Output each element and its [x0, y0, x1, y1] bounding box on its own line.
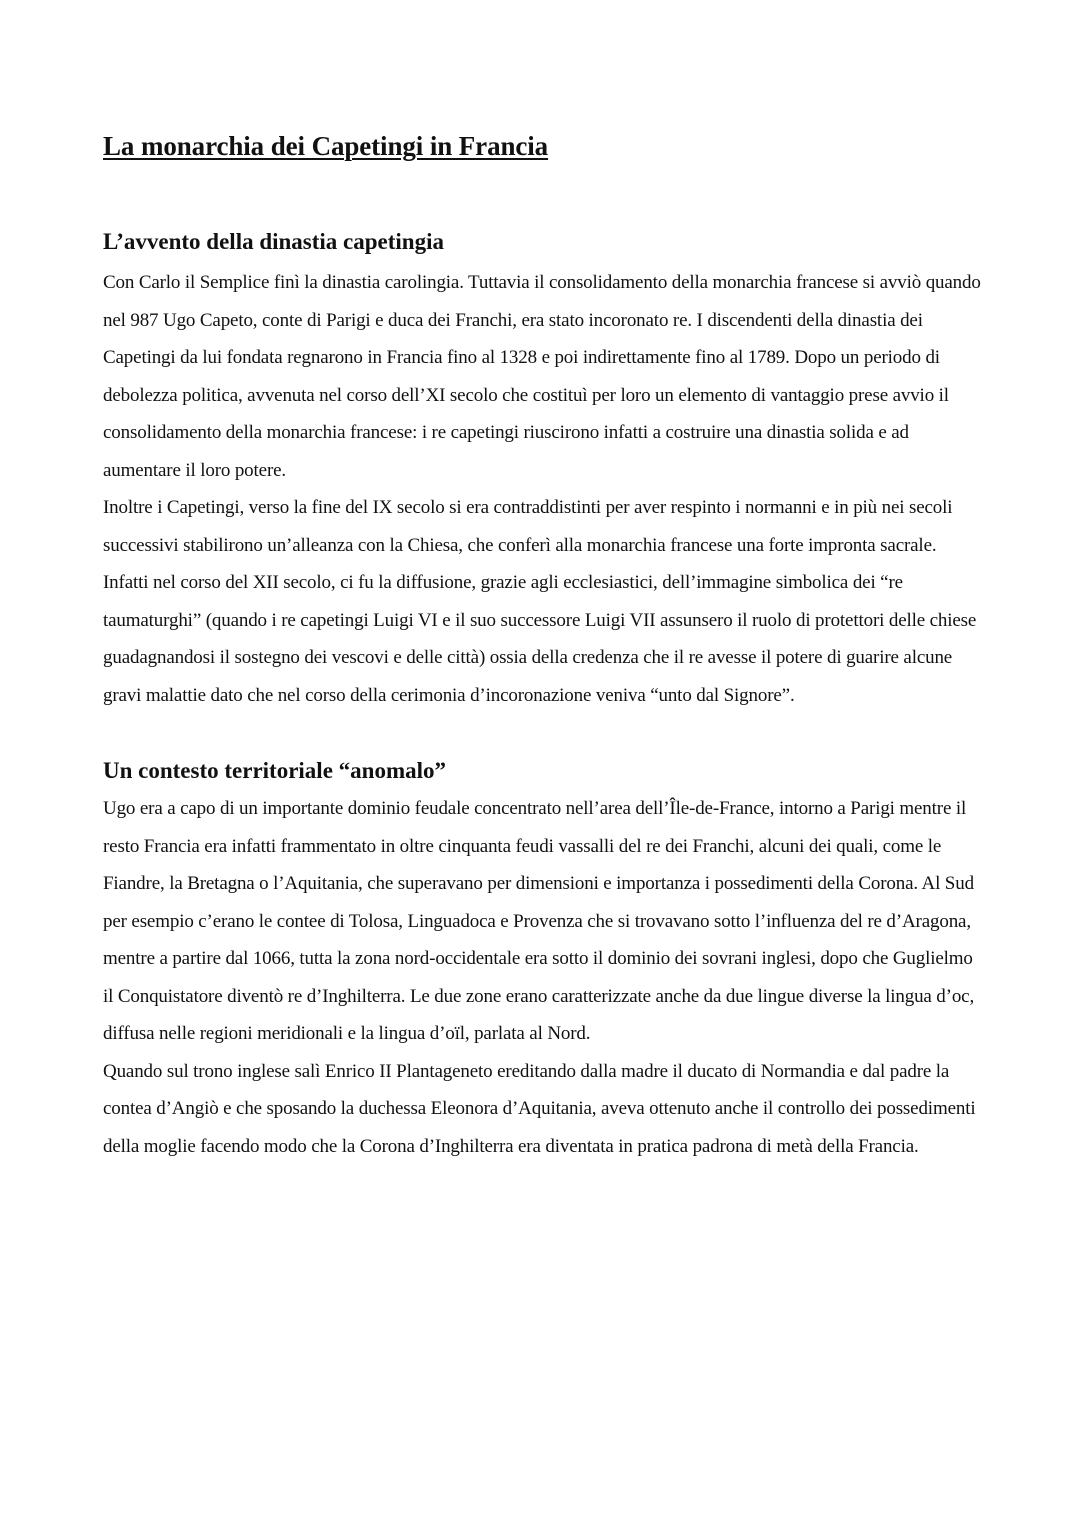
section-body	[103, 790, 983, 1165]
document-title: La monarchia dei Capetingi in Francia	[103, 131, 549, 161]
paragraph: Ugo era a capo di un importante dominio feudale concentrato nell’area dell’Île-de-France, intorno a Parigi mentre il resto Francia era infatti frammentato in oltre cinquanta feudi vassalli del re dei Franchi, alcuni dei quali, come le Fiandre, la Bretagna o l’Aquitania, che superavano per dimensioni e importanza i possedimenti della Corona. Al Sud per esempio c’erano le contee di Tolosa, Linguadoca e Provenza che si trovavano sotto l’influenza del re d’Aragona, mentre a partire dal 1066, tutta la zona nord-occidentale era sotto il dominio dei sovrani inglesi, dopo che Guglielmo il Conquistatore diventò re d’Inghilterra. Le due zone erano caratterizzate anche da due lingue diverse la lingua d’oc, diffusa nelle regioni meridionali e la lingua d’oïl, parlata al Nord.	[103, 798, 975, 1044]
paragraph: Con Carlo il Semplice finì la dinastia carolingia. Tuttavia il consolidamento della monarchia francese si avviò quando nel 987 Ugo Capeto, conte di Parigi e duca dei Franchi, era stato incoronato re. I discendenti della dinastia dei Capetingi da lui fondata regnarono in Francia fino al 1328 e poi indirettamente fino al 1789. Dopo un periodo di debolezza politica, avvenuta nel corso dell’XI secolo che costituì per loro un elemento di vantaggio prese avvio il consolidamento della monarchia francese: i re capetingi riuscirono infatti a costruire una dinastia solida e ad aumentare il loro potere.	[103, 272, 981, 481]
section-heading: Un contesto territoriale “anomalo”	[103, 758, 447, 783]
paragraph: Inoltre i Capetingi, verso la fine del IX secolo si era contraddistinti per aver respinto i normanni e in più nei secoli successivi stabilirono un’alleanza con la Chiesa, che conferì alla monarchia francese una forte impronta sacrale. Infatti nel corso del XII secolo, ci fu la diffusione, grazie agli ecclesiastici, dell’immagine simbolica dei “re taumaturghi” (quando i re capetingi Luigi VI e il suo successore Luigi VII assunsero il ruolo di protettori delle chiese guadagnandosi il sostegno dei vescovi e delle città) ossia della credenza che il re avesse il potere di guarire alcune gravi malattie dato che nel corso della cerimonia d’incoronazione veniva “unto dal Signore”.	[103, 497, 977, 706]
section-body	[103, 264, 983, 714]
section-heading: L’avvento della dinastia capetingia	[103, 229, 444, 254]
section-contesto-territoriale	[103, 754, 983, 1165]
paragraph: Quando sul trono inglese salì Enrico II Plantageneto ereditando dalla madre il ducato di Normandia e dal padre la contea d’Angiò e che sposando la duchessa Eleonora d’Aquitania, aveva ottenuto anche il controllo dei possedimenti della moglie facendo modo che la Corona d’Inghilterra era diventata in pratica padrona di metà della Francia.	[103, 1060, 976, 1157]
section-avvento-dinastia	[103, 225, 983, 714]
document-page	[103, 126, 983, 1165]
